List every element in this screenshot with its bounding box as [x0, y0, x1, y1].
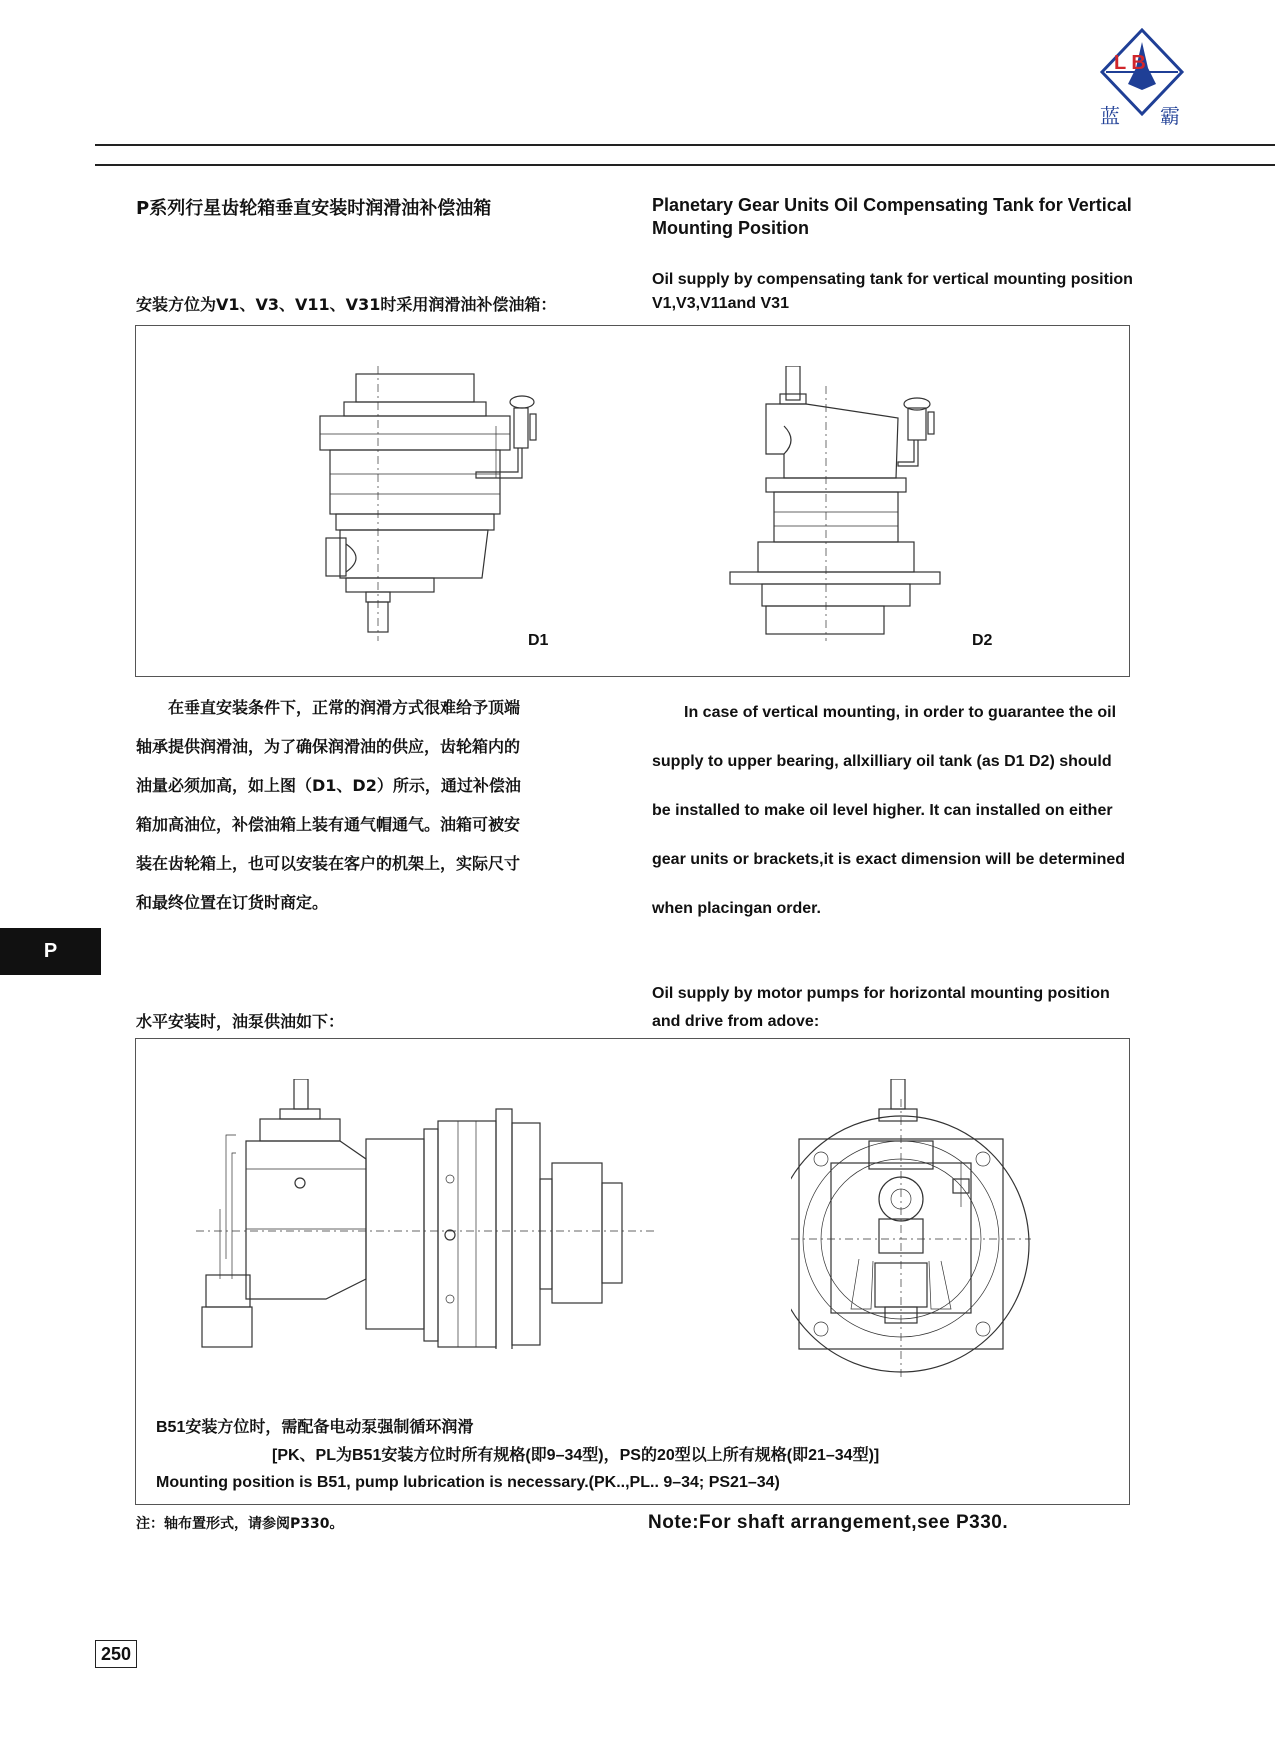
brand-logo: [1098, 28, 1186, 128]
horizontal-heading-en-line-2: and drive from adove:: [652, 1013, 820, 1030]
paragraph-cn-line-2: 轴承提供润滑油，为了确保润滑油的供应，齿轮箱内的: [136, 737, 521, 756]
note-en: Note:For shaft arrangement,see P330.: [648, 1512, 1009, 1533]
page-number: 250: [95, 1640, 137, 1668]
paragraph-cn-line-5: 装在齿轮箱上，也可以安装在客户的机架上，实际尺寸: [136, 854, 521, 873]
horizontal-heading-en-line-1: Oil supply by motor pumps for horizontal mounting position: [652, 985, 1110, 1002]
logo-letters: L B: [1114, 52, 1146, 74]
page-title-en: Planetary Gear Units Oil Compensating Tank for Vertical Mounting Position: [652, 195, 1132, 238]
paragraph-cn-line-3: 油量必须加高，如上图（D1、D2）所示，通过补偿油: [136, 776, 521, 795]
b51-caption-line-1: B51安装方位时，需配备电动泵强制循环润滑: [156, 1419, 474, 1436]
vertical-mounting-figure: [135, 325, 1130, 677]
vertical-paragraph-en: [652, 688, 1142, 933]
b51-caption-line-3: Mounting position is B51, pump lubrication is necessary.(PK..,PL.. 9–34; PS21–34): [156, 1474, 780, 1491]
section-tab-p: P: [0, 928, 101, 975]
d2-gearbox-drawing: [726, 366, 986, 646]
logo-right-char: 霸: [1160, 104, 1180, 128]
paragraph-cn-line-4: 箱加高油位，补偿油箱上装有通气帽通气。油箱可被安: [136, 815, 521, 834]
horizontal-heading-en: [652, 980, 1172, 1036]
logo-left-char: 蓝: [1100, 104, 1120, 128]
paragraph-en-line-1: In case of vertical mounting, in order to guarantee the oil: [684, 704, 1117, 721]
vertical-paragraph-cn: [136, 688, 606, 922]
d1-gearbox-drawing: [296, 366, 556, 646]
horizontal-mounting-figure: [135, 1038, 1130, 1505]
header-rule-bottom: [95, 164, 1275, 166]
paragraph-cn-line-6: 和最终位置在订货时商定。: [136, 893, 329, 912]
vertical-heading-cn: 安装方位为V1、V3、V11、V31时采用润滑油补偿油箱：: [136, 295, 557, 314]
paragraph-en-line-2: supply to upper bearing, allxilliary oil tank (as D1 D2) should: [652, 753, 1112, 770]
vertical-heading-en: Oil supply by compensating tank for vertical mounting position V1,V3,V11and V31: [652, 271, 1133, 312]
b51-end-view-drawing: [791, 1079, 1031, 1399]
label-d1: D1: [528, 632, 549, 649]
paragraph-en-line-3: be installed to make oil level higher. It can installed on either: [652, 802, 1113, 819]
page-title-cn: P系列行星齿轮箱垂直安装时润滑油补偿油箱: [136, 198, 492, 219]
b51-caption-line-2: [PK、PL为B51安装方位时所有规格(即9–34型)，PS的20型以上所有规格(即21–34型)]: [272, 1447, 880, 1464]
label-d2: D2: [972, 632, 993, 649]
horizontal-heading-cn: 水平安装时，油泵供油如下：: [136, 1012, 345, 1031]
paragraph-en-line-4: gear units or brackets,it is exact dimension will be determined: [652, 851, 1126, 868]
b51-side-view-drawing: [196, 1079, 656, 1349]
header-rule-top: [95, 144, 1275, 146]
note-cn: 注：轴布置形式，请参阅P330。: [136, 1516, 344, 1532]
paragraph-en-line-5: when placingan order.: [652, 900, 821, 917]
paragraph-cn-line-1: 在垂直安装条件下，正常的润滑方式很难给予顶端: [168, 698, 521, 717]
